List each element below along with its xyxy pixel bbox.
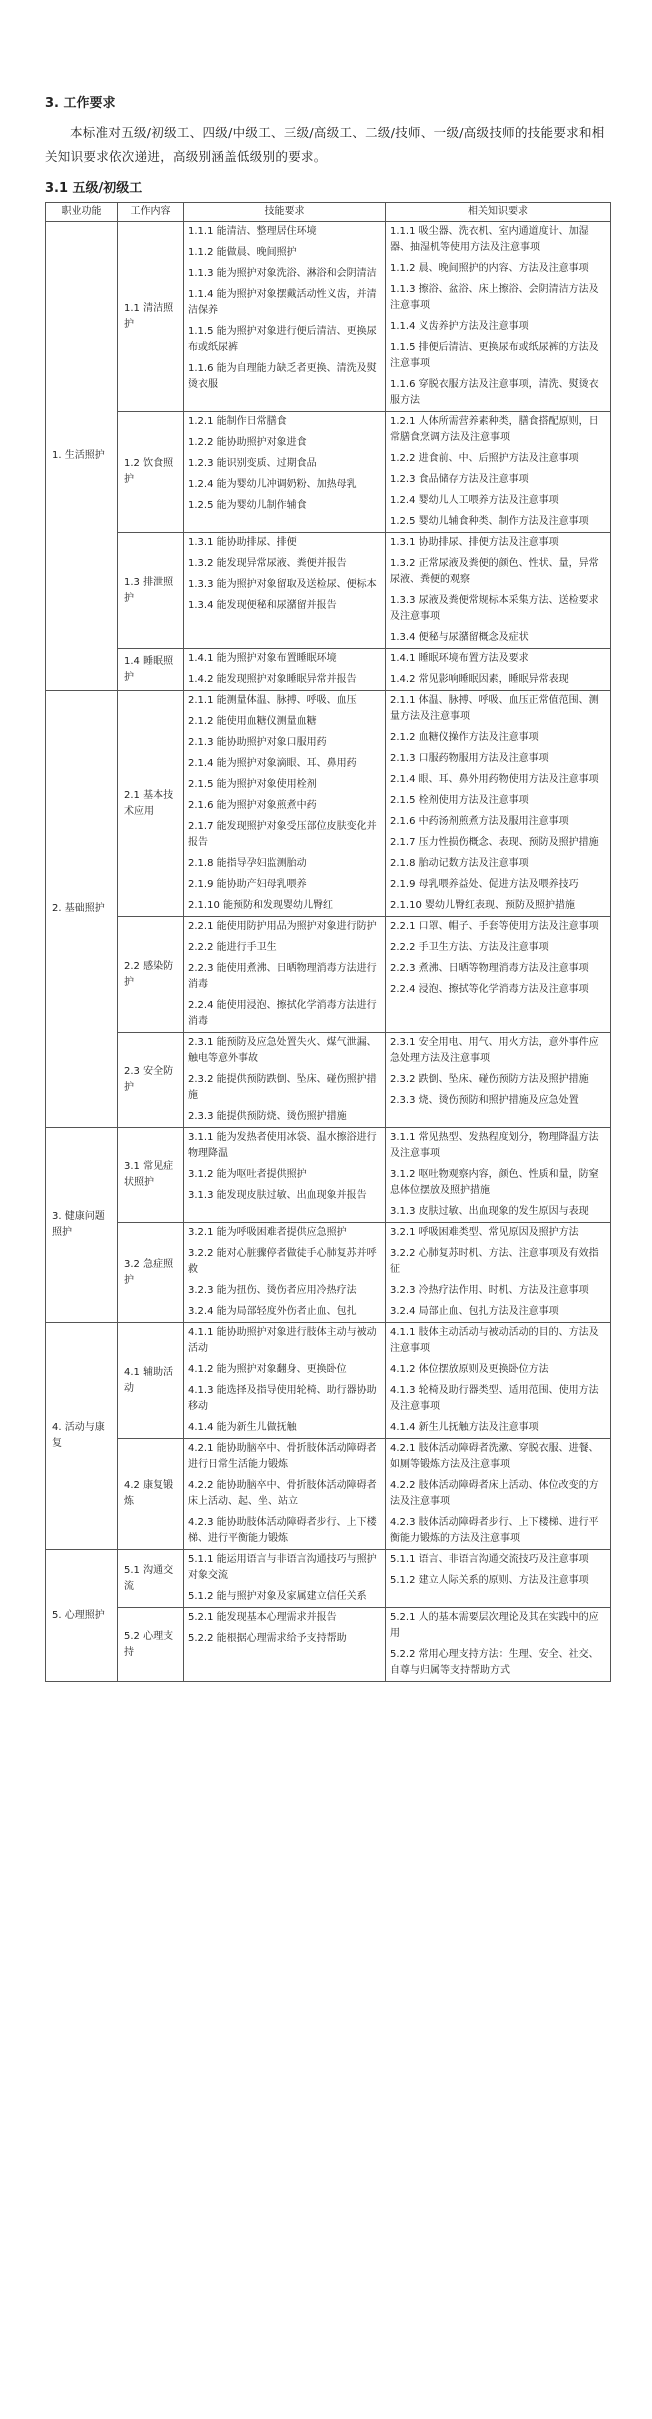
subsection-title: 3.1 五级/初级工 <box>45 181 143 196</box>
skills-cell <box>184 1223 386 1323</box>
skill-item: 5.2.2 能根据心理需求给予支持帮助 <box>188 1633 347 1644</box>
skills-cell <box>184 1128 386 1223</box>
skill-item: 5.1.2 能与照护对象及家属建立信任关系 <box>188 1591 367 1602</box>
skill-item: 2.1.6 能为照护对象煎煮中药 <box>188 800 317 811</box>
knowledge-item: 3.2.1 呼吸困难类型、常见原因及照护方法 <box>390 1227 579 1238</box>
knowledge-item: 2.1.3 口服药物服用方法及注意事项 <box>390 753 549 764</box>
knowledge-item: 2.3.3 烧、烫伤预防和照护措施及应急处置 <box>390 1095 579 1106</box>
knowledge-item: 1.3.4 便秘与尿潴留概念及症状 <box>390 632 529 643</box>
skills-cell <box>184 533 386 649</box>
knowledge-item: 1.2.5 婴幼儿辅食种类、制作方法及注意事项 <box>390 516 589 527</box>
knowledge-item: 1.1.4 义齿养护方法及注意事项 <box>390 321 529 332</box>
knowledge-item: 2.2.3 煮沸、日晒等物理消毒方法及注意事项 <box>390 963 589 974</box>
skill-item: 2.1.7 能发现照护对象受压部位皮肤变化并报告 <box>188 821 377 848</box>
knowledge-item: 1.3.2 正常尿液及粪便的颜色、性状、量，异常尿液、粪便的观察 <box>390 558 599 585</box>
content-cell: 5.1 沟通交流 <box>118 1550 184 1608</box>
table-row <box>46 1323 611 1439</box>
knowledge-item: 2.2.2 手卫生方法、方法及注意事项 <box>390 942 549 953</box>
knowledge-item: 3.2.4 局部止血、包扎方法及注意事项 <box>390 1306 559 1317</box>
skill-item: 2.2.3 能使用煮沸、日晒物理消毒方法进行消毒 <box>188 963 377 990</box>
skill-item: 3.1.3 能发现皮肤过敏、出血现象并报告 <box>188 1190 367 1201</box>
requirements-table <box>45 202 611 1682</box>
content-cell: 4.2 康复锻炼 <box>118 1439 184 1550</box>
skill-item: 4.1.2 能为照护对象翻身、更换卧位 <box>188 1364 347 1375</box>
content-cell: 2.3 安全防护 <box>118 1033 184 1128</box>
skill-item: 1.4.2 能发现照护对象睡眠异常并报告 <box>188 674 357 685</box>
skill-item: 2.1.2 能使用血糖仪测量血糖 <box>188 716 317 727</box>
knowledge-item: 1.1.1 吸尘器、洗衣机、室内通道度计、加湿器、抽湿机等使用方法及注意事项 <box>390 226 589 253</box>
header-skills: 技能要求 <box>184 203 386 222</box>
header-knowledge: 相关知识要求 <box>386 203 611 222</box>
knowledge-item: 1.2.2 进食前、中、后照护方法及注意事项 <box>390 453 579 464</box>
skill-item: 1.1.2 能做晨、晚间照护 <box>188 247 297 258</box>
table-row <box>46 691 611 917</box>
skill-item: 4.2.1 能协助脑卒中、骨折肢体活动障碍者进行日常生活能力锻炼 <box>188 1443 377 1470</box>
skill-item: 3.2.2 能对心脏骤停者做徒手心肺复苏并呼救 <box>188 1248 377 1275</box>
skill-item: 3.2.4 能为局部轻度外伤者止血、包扎 <box>188 1306 357 1317</box>
knowledge-item: 2.1.5 栓剂使用方法及注意事项 <box>390 795 529 806</box>
skill-item: 1.2.3 能识别变质、过期食品 <box>188 458 317 469</box>
function-cell: 1. 生活照护 <box>46 222 118 691</box>
table-row <box>46 1608 611 1682</box>
skill-item: 1.2.5 能为婴幼儿制作辅食 <box>188 500 307 511</box>
skill-item: 1.4.1 能为照护对象布置睡眠环境 <box>188 653 337 664</box>
skill-item: 5.2.1 能发现基本心理需求并报告 <box>188 1612 337 1623</box>
knowledge-cell <box>386 412 611 533</box>
skill-item: 1.2.4 能为婴幼儿冲调奶粉、加热母乳 <box>188 479 357 490</box>
table-row <box>46 1550 611 1608</box>
knowledge-item: 1.2.4 婴幼儿人工喂养方法及注意事项 <box>390 495 559 506</box>
content-cell: 1.2 饮食照护 <box>118 412 184 533</box>
skill-item: 1.1.3 能为照护对象洗浴、淋浴和会阴清洁 <box>188 268 377 279</box>
knowledge-item: 1.1.3 擦浴、盆浴、床上擦浴、会阴清洁方法及注意事项 <box>390 284 599 311</box>
skills-cell <box>184 1550 386 1608</box>
knowledge-cell <box>386 917 611 1033</box>
skill-item: 4.1.1 能协助照护对象进行肢体主动与被动活动 <box>188 1327 377 1354</box>
knowledge-item: 1.4.2 常见影响睡眠因素，睡眠异常表现 <box>390 674 569 685</box>
knowledge-item: 4.1.2 体位摆放原则及更换卧位方法 <box>390 1364 549 1375</box>
skills-cell <box>184 412 386 533</box>
skill-item: 1.2.2 能协助照护对象进食 <box>188 437 307 448</box>
knowledge-cell <box>386 1608 611 1682</box>
knowledge-item: 1.1.5 排便后清洁、更换尿布或纸尿裤的方法及注意事项 <box>390 342 599 369</box>
function-cell: 5. 心理照护 <box>46 1550 118 1682</box>
content-cell: 1.1 清洁照护 <box>118 222 184 412</box>
table-row <box>46 649 611 691</box>
skill-item: 3.1.1 能为发热者使用冰袋、温水擦浴进行物理降温 <box>188 1132 377 1159</box>
table-row <box>46 1033 611 1128</box>
skill-item: 2.1.8 能指导孕妇监测胎动 <box>188 858 307 869</box>
knowledge-item: 2.1.2 血糖仪操作方法及注意事项 <box>390 732 539 743</box>
knowledge-item: 1.4.1 睡眠环境布置方法及要求 <box>390 653 529 664</box>
content-cell: 3.2 急症照护 <box>118 1223 184 1323</box>
knowledge-cell <box>386 1223 611 1323</box>
skill-item: 3.2.3 能为扭伤、烫伤者应用冷热疗法 <box>188 1285 357 1296</box>
intro-paragraph: 本标准对五级/初级工、四级/中级工、三级/高级工、二级/技师、一级/高级技师的技能要求和相关知识要求依次递进，高级别涵盖低级别的要求。 <box>45 125 605 164</box>
skill-item: 3.1.2 能为呕吐者提供照护 <box>188 1169 307 1180</box>
knowledge-item: 1.3.1 协助排尿、排便方法及注意事项 <box>390 537 559 548</box>
table-header-row <box>46 203 611 222</box>
skills-cell <box>184 1323 386 1439</box>
skills-cell <box>184 222 386 412</box>
document-page <box>45 92 610 1682</box>
function-cell: 2. 基础照护 <box>46 691 118 1128</box>
skill-item: 2.1.1 能测量体温、脉搏、呼吸、血压 <box>188 695 357 706</box>
knowledge-cell <box>386 649 611 691</box>
knowledge-item: 2.1.7 压力性损伤概念、表现、预防及照护措施 <box>390 837 599 848</box>
knowledge-item: 5.1.2 建立人际关系的原则、方法及注意事项 <box>390 1575 589 1586</box>
knowledge-cell <box>386 533 611 649</box>
skill-item: 4.1.4 能为新生儿做抚触 <box>188 1422 297 1433</box>
skill-item: 2.1.10 能预防和发现婴幼儿臀红 <box>188 900 333 911</box>
knowledge-item: 4.2.3 肢体活动障碍者步行、上下楼梯、进行平衡能力锻炼的方法及注意事项 <box>390 1517 599 1544</box>
knowledge-item: 1.2.1 人体所需营养素种类，膳食搭配原则，日常膳食烹调方法及注意事项 <box>390 416 599 443</box>
knowledge-cell <box>386 1550 611 1608</box>
knowledge-item: 4.2.2 肢体活动障碍者床上活动、体位改变的方法及注意事项 <box>390 1480 599 1507</box>
skill-item: 3.2.1 能为呼吸困难者提供应急照护 <box>188 1227 347 1238</box>
knowledge-item: 3.2.2 心肺复苏时机、方法、注意事项及有效指征 <box>390 1248 599 1275</box>
table-row <box>46 1439 611 1550</box>
knowledge-item: 2.1.8 胎动记数方法及注意事项 <box>390 858 529 869</box>
knowledge-item: 4.1.1 肢体主动活动与被动活动的目的、方法及注意事项 <box>390 1327 599 1354</box>
table-row <box>46 222 611 412</box>
knowledge-item: 2.2.4 浸泡、擦拭等化学消毒方法及注意事项 <box>390 984 589 995</box>
skill-item: 2.1.5 能为照护对象使用栓剂 <box>188 779 317 790</box>
skill-item: 4.2.2 能协助脑卒中、骨折肢体活动障碍者床上活动、起、坐、站立 <box>188 1480 377 1507</box>
skill-item: 1.3.2 能发现异常尿液、粪便并报告 <box>188 558 347 569</box>
table-row <box>46 533 611 649</box>
knowledge-item: 4.2.1 肢体活动障碍者洗漱、穿脱衣服、进餐、如厕等锻炼方法及注意事项 <box>390 1443 599 1470</box>
skill-item: 1.3.4 能发现便秘和尿潴留并报告 <box>188 600 337 611</box>
content-cell: 1.3 排泄照护 <box>118 533 184 649</box>
skill-item: 5.1.1 能运用语言与非语言沟通技巧与照护对象交流 <box>188 1554 377 1581</box>
skill-item: 1.1.1 能清洁、整理居住环境 <box>188 226 317 237</box>
skill-item: 2.3.1 能预防及应急处置失火、煤气泄漏、触电等意外事故 <box>188 1037 377 1064</box>
content-cell: 1.4 睡眠照护 <box>118 649 184 691</box>
header-function: 职业功能 <box>46 203 118 222</box>
skill-item: 4.1.3 能选择及指导使用轮椅、助行器协助移动 <box>188 1385 377 1412</box>
skill-item: 1.3.1 能协助排尿、排便 <box>188 537 297 548</box>
section-title: 3. 工作要求 <box>45 96 116 111</box>
content-cell: 2.1 基本技术应用 <box>118 691 184 917</box>
content-cell: 3.1 常见症状照护 <box>118 1128 184 1223</box>
knowledge-item: 4.1.4 新生儿抚触方法及注意事项 <box>390 1422 539 1433</box>
skill-item: 1.1.4 能为照护对象摆戴活动性义齿，并清洁保养 <box>188 289 377 316</box>
knowledge-item: 2.1.1 体温、脉搏、呼吸、血压正常值范围、测量方法及注意事项 <box>390 695 599 722</box>
knowledge-item: 2.3.1 安全用电、用气、用火方法，意外事件应急处理方法及注意事项 <box>390 1037 599 1064</box>
knowledge-item: 2.1.10 婴幼儿臀红表现、预防及照护措施 <box>390 900 575 911</box>
skills-cell <box>184 1608 386 1682</box>
skill-item: 2.2.4 能使用浸泡、擦拭化学消毒方法进行消毒 <box>188 1000 377 1027</box>
knowledge-item: 2.2.1 口罩、帽子、手套等使用方法及注意事项 <box>390 921 599 932</box>
skills-cell <box>184 917 386 1033</box>
skill-item: 1.1.6 能为自理能力缺乏者更换、清洗及熨烫衣服 <box>188 363 377 390</box>
table-row <box>46 1128 611 1223</box>
knowledge-item: 3.2.3 冷热疗法作用、时机、方法及注意事项 <box>390 1285 589 1296</box>
skill-item: 2.2.2 能进行手卫生 <box>188 942 277 953</box>
skills-cell <box>184 1439 386 1550</box>
content-cell: 4.1 辅助活动 <box>118 1323 184 1439</box>
knowledge-item: 2.1.9 母乳喂养益处、促进方法及喂养技巧 <box>390 879 579 890</box>
skill-item: 2.1.4 能为照护对象滴眼、耳、鼻用药 <box>188 758 357 769</box>
knowledge-cell <box>386 1323 611 1439</box>
skill-item: 1.3.3 能为照护对象留取及送检尿、便标本 <box>188 579 377 590</box>
table-row <box>46 1223 611 1323</box>
knowledge-item: 3.1.1 常见热型、发热程度划分，物理降温方法及注意事项 <box>390 1132 599 1159</box>
skill-item: 1.2.1 能制作日常膳食 <box>188 416 287 427</box>
table-body <box>46 222 611 1682</box>
knowledge-item: 2.1.6 中药汤剂煎煮方法及服用注意事项 <box>390 816 569 827</box>
knowledge-item: 5.2.1 人的基本需要层次理论及其在实践中的应用 <box>390 1612 599 1639</box>
skills-cell <box>184 691 386 917</box>
skill-item: 2.1.9 能协助产妇母乳喂养 <box>188 879 307 890</box>
content-cell: 2.2 感染防护 <box>118 917 184 1033</box>
content-cell: 5.2 心理支持 <box>118 1608 184 1682</box>
skills-cell <box>184 1033 386 1128</box>
skill-item: 1.1.5 能为照护对象进行便后清洁、更换尿布或纸尿裤 <box>188 326 377 353</box>
knowledge-item: 3.1.3 皮肤过敏、出血现象的发生原因与表现 <box>390 1206 589 1217</box>
knowledge-item: 2.3.2 跌倒、坠床、碰伤预防方法及照护措施 <box>390 1074 589 1085</box>
skill-item: 2.3.3 能提供预防烧、烫伤照护措施 <box>188 1111 347 1122</box>
function-cell: 3. 健康问题照护 <box>46 1128 118 1323</box>
knowledge-item: 1.3.3 尿液及粪便常规标本采集方法、送检要求及注意事项 <box>390 595 599 622</box>
skills-cell <box>184 649 386 691</box>
knowledge-item: 4.1.3 轮椅及助行器类型、适用范围、使用方法及注意事项 <box>390 1385 599 1412</box>
knowledge-cell <box>386 1128 611 1223</box>
knowledge-cell <box>386 691 611 917</box>
skill-item: 2.3.2 能提供预防跌倒、坠床、碰伤照护措施 <box>188 1074 377 1101</box>
knowledge-cell <box>386 1033 611 1128</box>
skill-item: 2.1.3 能协助照护对象口服用药 <box>188 737 327 748</box>
header-content: 工作内容 <box>118 203 184 222</box>
knowledge-cell <box>386 1439 611 1550</box>
skill-item: 2.2.1 能使用防护用品为照护对象进行防护 <box>188 921 377 932</box>
skill-item: 4.2.3 能协助肢体活动障碍者步行、上下楼梯、进行平衡能力锻炼 <box>188 1517 377 1544</box>
knowledge-item: 5.2.2 常用心理支持方法：生理、安全、社交、自尊与归属等支持帮助方式 <box>390 1649 599 1676</box>
knowledge-item: 1.1.2 晨、晚间照护的内容、方法及注意事项 <box>390 263 589 274</box>
table-row <box>46 917 611 1033</box>
knowledge-cell <box>386 222 611 412</box>
knowledge-item: 3.1.2 呕吐物观察内容，颜色、性质和量，防窒息体位摆放及照护措施 <box>390 1169 599 1196</box>
knowledge-item: 1.1.6 穿脱衣服方法及注意事项，清洗、熨烫衣服方法 <box>390 379 599 406</box>
knowledge-item: 2.1.4 眼、耳、鼻外用药物使用方法及注意事项 <box>390 774 599 785</box>
table-row <box>46 412 611 533</box>
knowledge-item: 5.1.1 语言、非语言沟通交流技巧及注意事项 <box>390 1554 589 1565</box>
knowledge-item: 1.2.3 食品储存方法及注意事项 <box>390 474 529 485</box>
function-cell: 4. 活动与康复 <box>46 1323 118 1550</box>
